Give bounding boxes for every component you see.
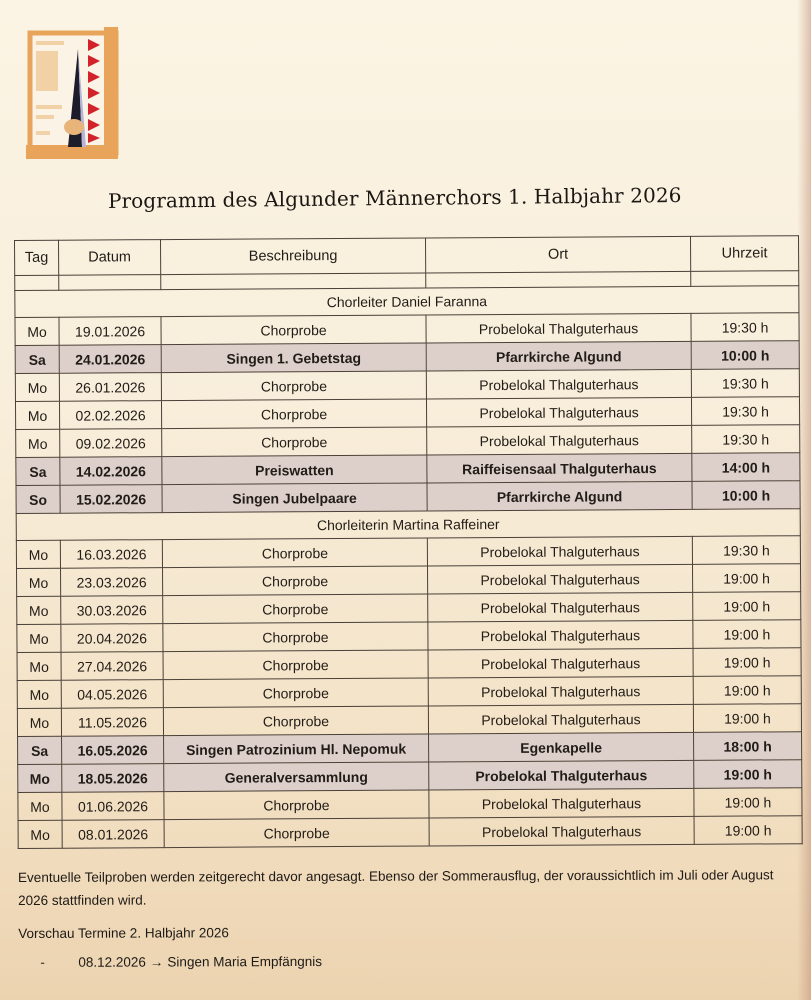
header-ort: Ort	[425, 236, 690, 273]
cell-datum: 16.03.2026	[60, 540, 162, 569]
cell-datum: 26.01.2026	[59, 373, 161, 402]
bullet-dash: -	[40, 954, 45, 970]
cell-datum: 30.03.2026	[61, 596, 163, 625]
cell-tag: Mo	[18, 792, 62, 820]
cell-tag: Mo	[16, 429, 60, 457]
cell-datum: 08.01.2026	[62, 820, 164, 849]
cell-tag: Mo	[15, 373, 59, 401]
cell-uhrzeit: 19:30 h	[691, 369, 799, 398]
cell-tag: Mo	[16, 540, 60, 568]
cell-datum: 27.04.2026	[61, 652, 163, 681]
cell-uhrzeit: 19:00 h	[694, 760, 802, 789]
cell-uhrzeit: 19:00 h	[693, 704, 801, 733]
table-body	[15, 286, 802, 849]
cell-tag: Mo	[15, 317, 59, 345]
cell-ort: Probelokal Thalguterhaus	[427, 564, 692, 594]
cell-ort: Probelokal Thalguterhaus	[426, 397, 691, 427]
cell-datum: 20.04.2026	[61, 624, 163, 653]
cell-uhrzeit: 14:00 h	[692, 453, 800, 482]
cell-beschreibung: Chorprobe	[163, 678, 428, 708]
cell-beschreibung: Chorprobe	[161, 315, 426, 345]
cell-uhrzeit: 18:00 h	[694, 732, 802, 761]
cell-tag: Mo	[17, 624, 61, 652]
arrow-right-icon: →	[149, 954, 164, 970]
preview-event: Singen Maria Empfängnis	[167, 953, 323, 970]
cell-tag: Sa	[18, 736, 62, 764]
program-table	[14, 235, 803, 849]
cell-beschreibung: Chorprobe	[162, 427, 427, 457]
notes-section	[18, 863, 798, 974]
cell-uhrzeit: 10:00 h	[692, 481, 800, 510]
cell-beschreibung: Singen 1. Gebetstag	[161, 343, 426, 373]
cell-uhrzeit: 19:30 h	[691, 313, 799, 342]
cell-uhrzeit: 19:00 h	[692, 564, 800, 593]
cell-datum: 18.05.2026	[62, 764, 164, 793]
cell-uhrzeit: 19:30 h	[691, 397, 799, 426]
header-uhrzeit: Uhrzeit	[690, 236, 798, 272]
cell-ort: Pfarrkirche Algund	[427, 481, 692, 511]
cell-ort: Egenkapelle	[429, 732, 694, 762]
blank-cell	[161, 273, 426, 290]
cell-tag: Mo	[17, 708, 61, 736]
section-leader: Chorleiterin Martina Raffeiner	[16, 509, 800, 541]
cell-datum: 11.05.2026	[61, 708, 163, 737]
cell-datum: 04.05.2026	[61, 680, 163, 709]
header-datum: Datum	[59, 240, 161, 276]
cell-datum: 16.05.2026	[62, 736, 164, 765]
preview-title: Vorschau Termine 2. Halbjahr 2026	[18, 925, 229, 941]
cell-ort: Raiffeisensaal Thalguterhaus	[427, 453, 692, 483]
cell-beschreibung: Singen Patrozinium Hl. Nepomuk	[164, 734, 429, 764]
cell-datum: 15.02.2026	[60, 485, 162, 514]
cell-beschreibung: Chorprobe	[161, 371, 426, 401]
cell-ort: Probelokal Thalguterhaus	[426, 313, 691, 343]
cell-ort: Probelokal Thalguterhaus	[428, 620, 693, 650]
page-title: Programm des Algunder Männerchors 1. Halbjahr 2026	[107, 183, 682, 214]
preview-date: 08.12.2026	[78, 954, 146, 970]
cell-tag: Mo	[17, 596, 61, 624]
cell-tag: Mo	[17, 680, 61, 708]
table-row	[18, 816, 802, 849]
blank-cell	[15, 275, 59, 290]
header-tag: Tag	[15, 240, 59, 275]
cell-tag: Mo	[17, 652, 61, 680]
cell-ort: Probelokal Thalguterhaus	[429, 760, 694, 790]
cell-ort: Probelokal Thalguterhaus	[429, 816, 694, 846]
cell-ort: Probelokal Thalguterhaus	[427, 536, 692, 566]
cell-ort: Probelokal Thalguterhaus	[427, 425, 692, 455]
cell-ort: Probelokal Thalguterhaus	[428, 704, 693, 734]
blank-cell	[691, 271, 799, 287]
cell-beschreibung: Generalversammlung	[164, 762, 429, 792]
cell-datum: 02.02.2026	[59, 401, 161, 430]
preview-item	[18, 948, 798, 974]
cell-beschreibung: Chorprobe	[163, 706, 428, 736]
cell-beschreibung: Chorprobe	[162, 538, 427, 568]
algunder-maennerchor-logo-icon	[26, 27, 122, 162]
notes-paragraph: Eventuelle Teilproben werden zeitgerecht davor angesagt. Ebenso der Sommerausflug, der voraussichtlich im Juli oder August 2026 stattfinden wird.	[18, 867, 774, 908]
cell-uhrzeit: 19:00 h	[694, 816, 802, 845]
cell-ort: Probelokal Thalguterhaus	[426, 369, 691, 399]
table-header-row	[15, 236, 799, 276]
cell-tag: Mo	[15, 401, 59, 429]
header-beschreibung: Beschreibung	[161, 238, 426, 275]
cell-datum: 14.02.2026	[60, 457, 162, 486]
cell-ort: Probelokal Thalguterhaus	[428, 592, 693, 622]
cell-beschreibung: Chorprobe	[163, 622, 428, 652]
cell-beschreibung: Chorprobe	[163, 650, 428, 680]
cell-ort: Pfarrkirche Algund	[426, 341, 691, 371]
cell-beschreibung: Chorprobe	[161, 399, 426, 429]
cell-beschreibung: Preiswatten	[162, 455, 427, 485]
cell-ort: Probelokal Thalguterhaus	[428, 648, 693, 678]
cell-tag: Mo	[18, 764, 62, 792]
cell-datum: 01.06.2026	[62, 792, 164, 821]
cell-datum: 24.01.2026	[59, 345, 161, 374]
cell-uhrzeit: 19:00 h	[693, 592, 801, 621]
cell-datum: 09.02.2026	[60, 429, 162, 458]
cell-datum: 19.01.2026	[59, 317, 161, 346]
cell-beschreibung: Chorprobe	[164, 818, 429, 848]
cell-tag: Sa	[16, 457, 60, 485]
cell-tag: Mo	[17, 568, 61, 596]
section-leader: Chorleiter Daniel Faranna	[15, 286, 799, 318]
cell-uhrzeit: 19:30 h	[692, 536, 800, 565]
cell-ort: Probelokal Thalguterhaus	[429, 788, 694, 818]
cell-uhrzeit: 10:00 h	[691, 341, 799, 370]
cell-uhrzeit: 19:30 h	[692, 425, 800, 454]
cell-beschreibung: Chorprobe	[164, 790, 429, 820]
blank-cell	[59, 275, 161, 291]
cell-tag: Mo	[18, 820, 62, 848]
preview-list	[18, 948, 798, 974]
cell-uhrzeit: 19:00 h	[693, 648, 801, 677]
cell-beschreibung: Chorprobe	[163, 566, 428, 596]
cell-ort: Probelokal Thalguterhaus	[428, 676, 693, 706]
blank-cell	[426, 271, 691, 288]
program-table-container	[14, 235, 802, 849]
cell-datum: 23.03.2026	[61, 568, 163, 597]
cell-tag: Sa	[15, 345, 59, 373]
cell-uhrzeit: 19:00 h	[693, 620, 801, 649]
cell-beschreibung: Chorprobe	[163, 594, 428, 624]
cell-tag: So	[16, 485, 60, 513]
cell-uhrzeit: 19:00 h	[693, 676, 801, 705]
cell-uhrzeit: 19:00 h	[694, 788, 802, 817]
cell-beschreibung: Singen Jubelpaare	[162, 483, 427, 513]
